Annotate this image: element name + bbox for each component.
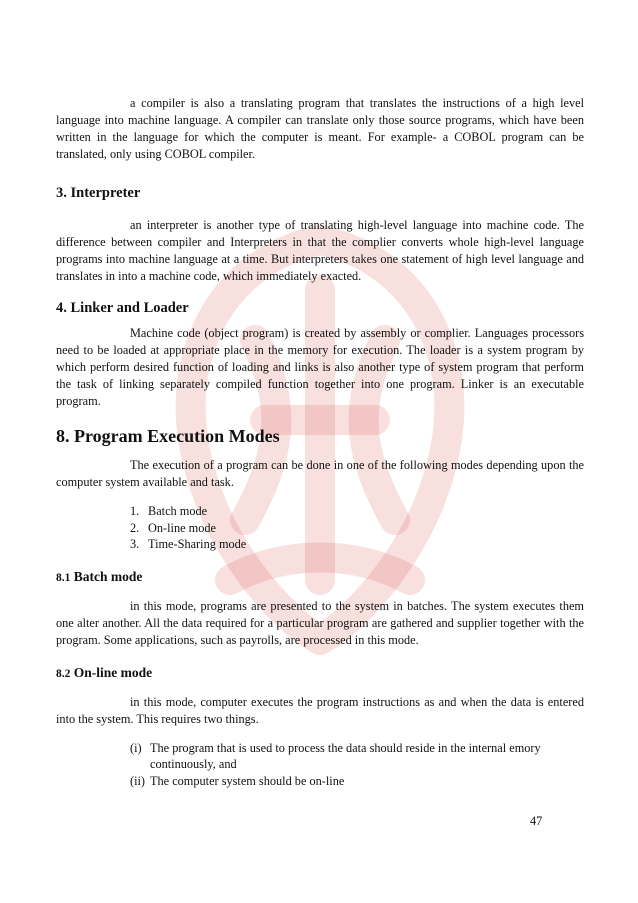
online-mode-paragraph: in this mode, computer executes the program instructions as and when the data is entered into the system. This requires two things. bbox=[56, 694, 584, 726]
page-number: 47 bbox=[530, 814, 543, 828]
compiler-paragraph: a compiler is also a translating program that translates the instructions of a high level language into machine language. A compiler can translate only those source programs, which have been written in the language for which the computer is meant. For example- a COBOL program can be translated, only using COBOL compiler. bbox=[56, 96, 584, 161]
list-item: (i) The program that is used to process the data should reside in the internal emory continuously, and bbox=[130, 740, 541, 771]
linker-loader-heading: 4. Linker and Loader bbox=[56, 300, 189, 316]
interpreter-paragraph: an interpreter is another type of translating high-level language into machine code. The difference between compiler and Interpreters in that the complier converts whole high-level language programs into machine language at a time. But interpreters takes one statement of high level language and translates in into a machine code, which immediately exacted. bbox=[56, 218, 584, 283]
list-item: 3. Time-Sharing mode bbox=[130, 537, 247, 551]
list-item: 2. On-line mode bbox=[130, 520, 216, 535]
execution-modes-paragraph: The execution of a program can be done in one of the following modes depending upon the computer system available and task. bbox=[56, 458, 584, 489]
list-item: 1. Batch mode bbox=[130, 504, 208, 518]
online-requirements-list bbox=[56, 740, 584, 790]
list-item: (ii) The computer system should be on-line bbox=[130, 773, 345, 788]
linker-loader-paragraph: Machine code (object program) is created by assembly or complier. Languages processors need to be loaded at appropriate place in the memory for execution. The loader is a system program by which perform desired function of loading and links is also another type of system program that perform the task of linking separately compiled function together into one program. Linker is an executable program. bbox=[56, 326, 584, 408]
execution-modes-heading: 8. Program Execution Modes bbox=[56, 426, 280, 446]
batch-mode-paragraph: in this mode, programs are presented to the system in batches. The system executes them one alter another. All the data required for a particular program are gathered and supplier together with the program. Some applications, such as payrolls, are processed in this mode. bbox=[56, 598, 584, 647]
execution-modes-list bbox=[56, 503, 584, 553]
batch-mode-heading: 8.1 Batch mode bbox=[56, 568, 143, 584]
page-content bbox=[56, 95, 584, 789]
interpreter-heading: 3. Interpreter bbox=[56, 185, 141, 201]
online-mode-heading: 8.2 On-line mode bbox=[56, 664, 153, 680]
